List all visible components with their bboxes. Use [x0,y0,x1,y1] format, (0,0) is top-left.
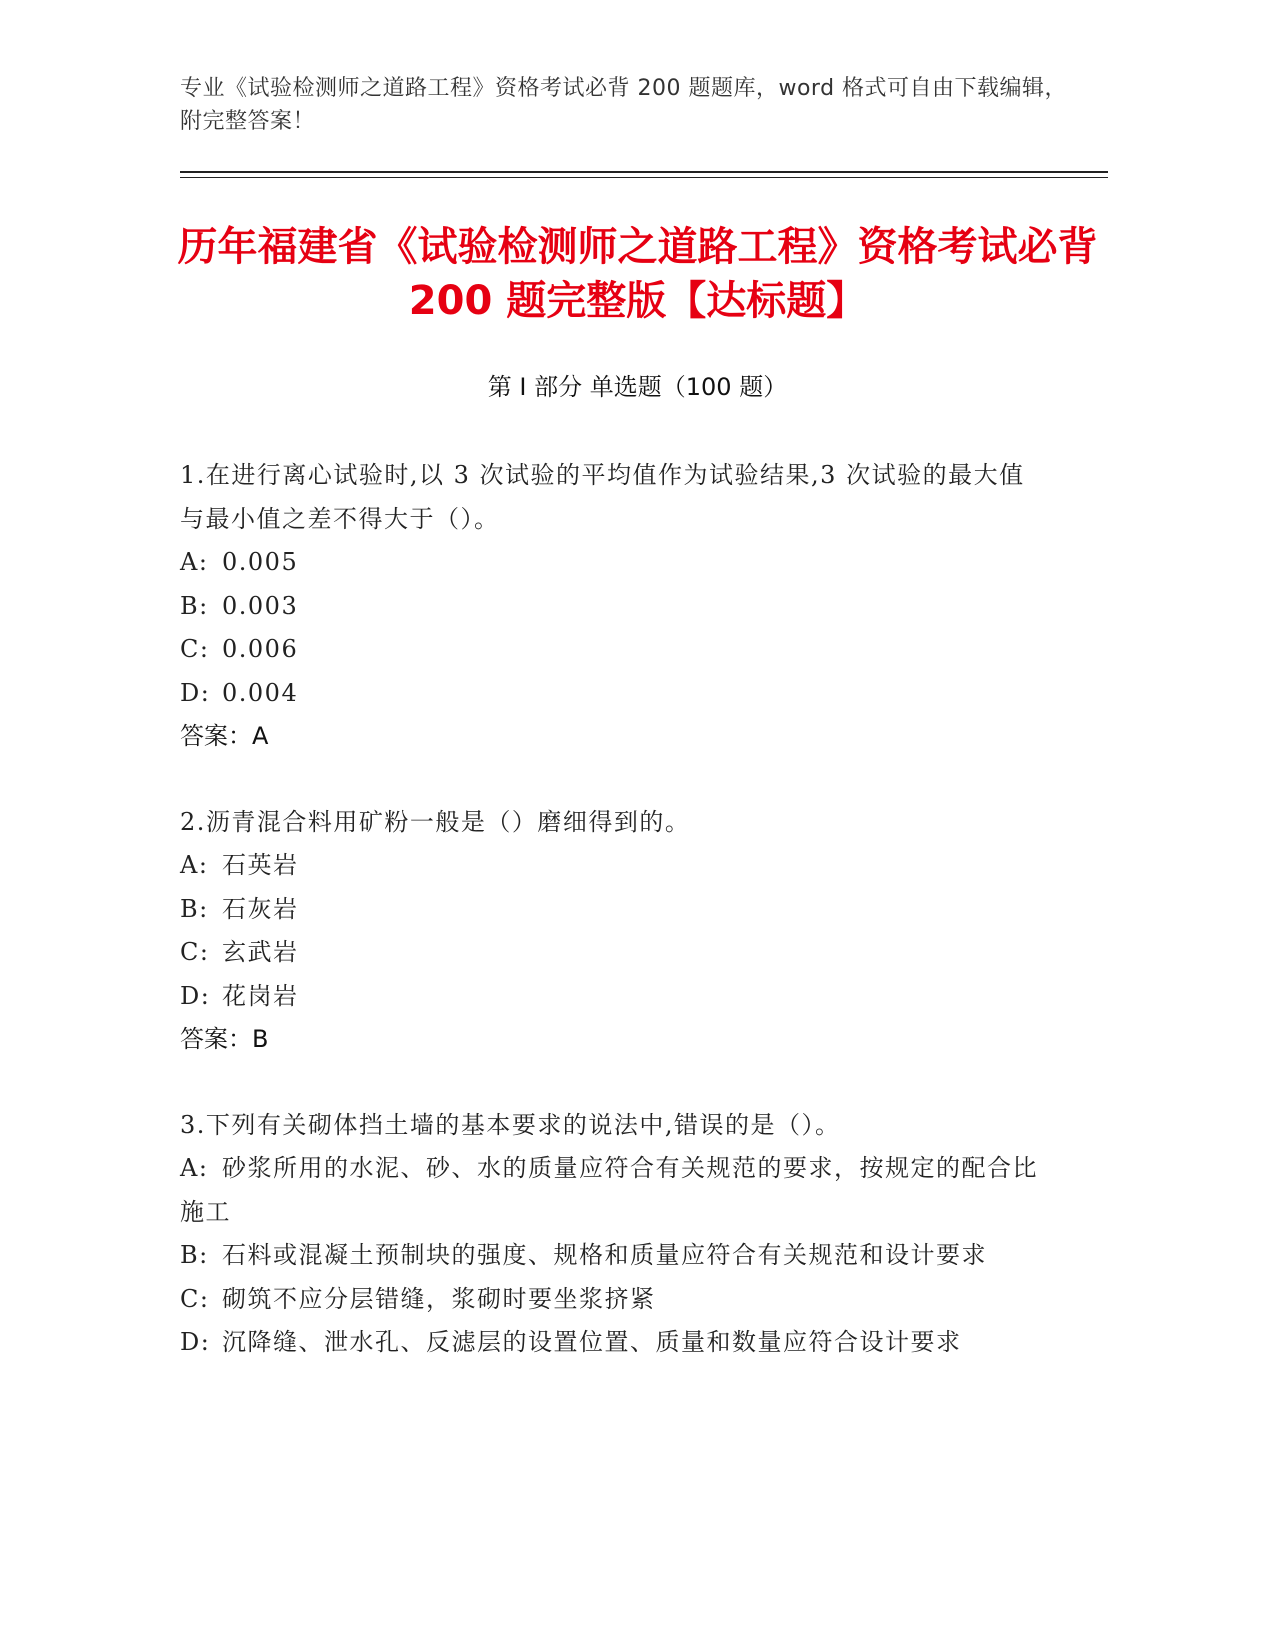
option-b [180,585,1040,629]
answer-line: 答案：B [180,1025,269,1053]
option-letter: D: [180,981,211,1010]
option-text: 0.004 [222,678,299,707]
document-header: 专业《试验检测师之道路工程》资格考试必背 200 题题库，word 格式可自由下载编辑，附完整答案！ [180,76,1068,134]
option-text: 0.003 [222,591,299,620]
option-text: 石灰岩 [222,894,299,923]
option-letter: D: [180,1328,211,1356]
option-d [180,975,1040,1019]
option-a [180,844,1040,888]
option-c [180,931,1040,975]
option-text: 玄武岩 [222,938,299,966]
option-letter: A: [180,851,209,879]
option-letter: C: [180,938,210,966]
header-divider-thick [180,171,1108,173]
option-a [180,541,1040,585]
question-3 [180,1104,1040,1365]
option-letter: C: [180,1284,210,1313]
option-c [180,628,1040,672]
option-text: 石英岩 [222,851,299,879]
option-letter: B: [180,894,209,923]
option-text: 砂浆所用的水泥、砂、水的质量应符合有关规范的要求，按规定的配合比施工 [180,1154,1038,1226]
option-a [180,1147,1040,1234]
option-letter: B: [180,591,209,620]
option-b [180,888,1040,932]
option-letter: C: [180,635,210,663]
option-text: 0.006 [222,635,299,663]
question-stem: 3.下列有关砌体挡土墙的基本要求的说法中,错误的是（）。 [180,1110,841,1139]
question-list [180,454,1040,1407]
answer-line: 答案：A [180,722,269,750]
question-1 [180,454,1040,759]
option-letter: A: [180,548,209,576]
option-text: 花岗岩 [222,981,299,1010]
option-letter: D: [180,678,211,707]
option-text: 沉降缝、泄水孔、反滤层的设置位置、质量和数量应符合设计要求 [222,1328,962,1356]
document-title: 历年福建省《试验检测师之道路工程》资格考试必背 200 题完整版【达标题】 [177,224,1098,324]
option-d [180,1321,1040,1365]
question-stem: 1.在进行离心试验时,以 3 次试验的平均值作为试验结果,3 次试验的最大值与最小值之差不得大于（）。 [180,461,1025,533]
question-stem: 2.沥青混合料用矿粉一般是（）磨细得到的。 [180,807,691,836]
option-d [180,672,1040,716]
option-b [180,1234,1040,1278]
header-divider-thin [180,177,1108,178]
option-letter: B: [180,1241,209,1269]
option-text: 砌筑不应分层错缝，浆砌时要坐浆挤紧 [222,1284,656,1313]
option-text: 0.005 [222,548,299,576]
option-c [180,1278,1040,1322]
section-heading: 第 I 部分 单选题（100 题） [487,373,788,401]
option-text: 石料或混凝土预制块的强度、规格和质量应符合有关规范和设计要求 [222,1241,987,1269]
question-2 [180,801,1040,1062]
option-letter: A: [180,1154,209,1182]
